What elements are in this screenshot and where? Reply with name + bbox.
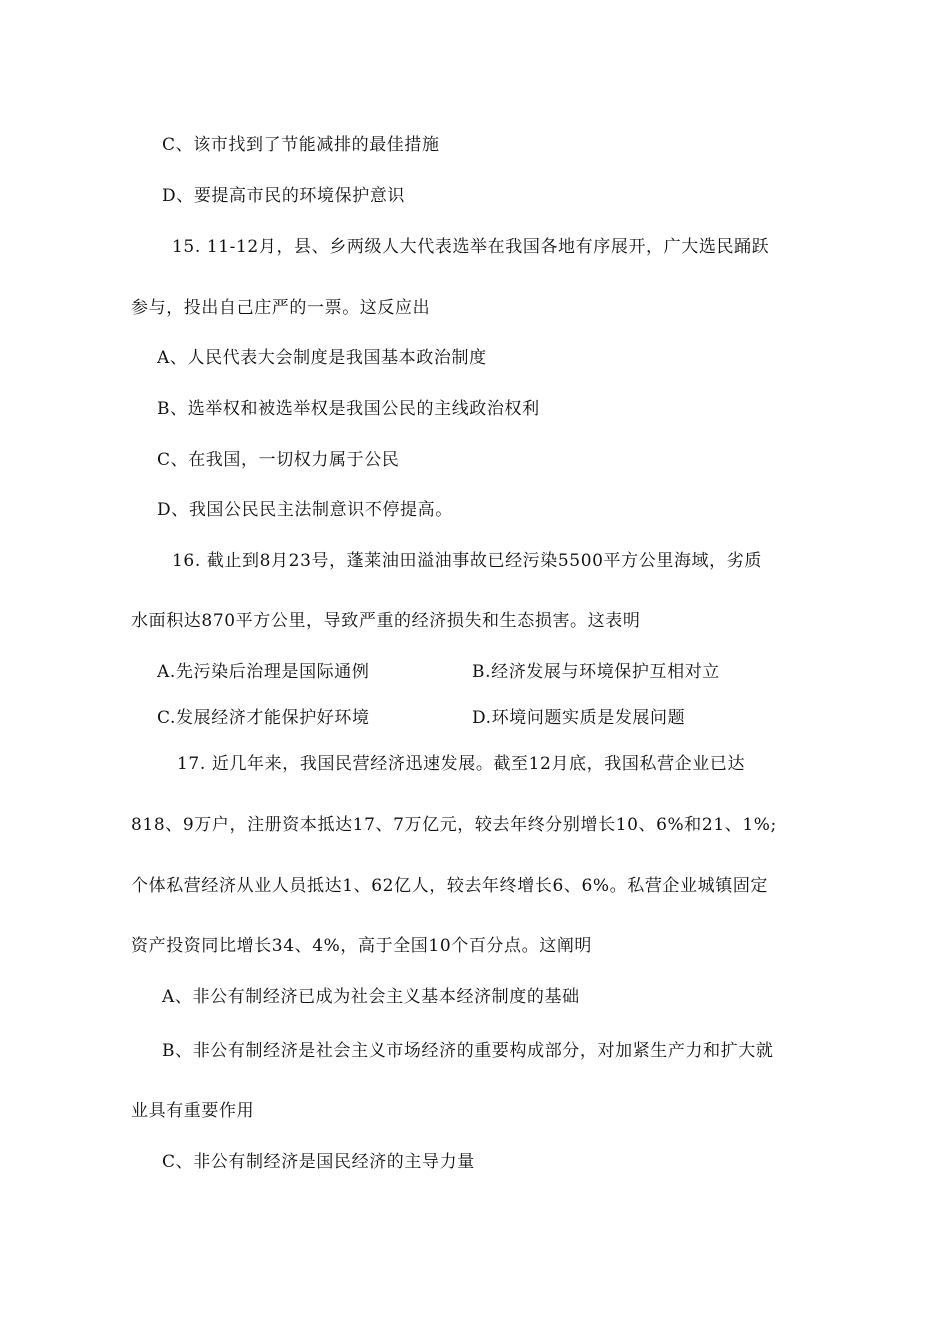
q14-option-c: C、该市找到了节能减排的最佳措施 bbox=[162, 135, 440, 155]
q15-option-b: B、选举权和被选举权是我国公民的主线政治权利 bbox=[157, 399, 540, 419]
q16-stem-line-2: 水面积达870平方公里，导致严重的经济损失和生态损害。这表明 bbox=[131, 611, 641, 631]
q14-option-d: D、要提高市民的环境保护意识 bbox=[162, 186, 406, 206]
q15-option-d: D、我国公民民主法制意识不停提高。 bbox=[157, 500, 453, 520]
q17-stem-line-1: 17. 近几年来，我国民营经济迅速发展。截至12月底，我国私营企业已达 bbox=[177, 754, 746, 774]
q17-option-a: A、非公有制经济已成为社会主义基本经济制度的基础 bbox=[162, 987, 580, 1007]
q17-option-b-line-1: B、非公有制经济是社会主义市场经济的重要构成部分，对加紧生产力和扩大就 bbox=[162, 1041, 774, 1061]
q16-option-c: C.发展经济才能保护好环境 bbox=[157, 708, 370, 728]
q16-option-b: B.经济发展与环境保护互相对立 bbox=[472, 662, 720, 682]
q17-option-c: C、非公有制经济是国民经济的主导力量 bbox=[162, 1152, 475, 1172]
q15-stem-line-2: 参与，投出自己庄严的一票。这反应出 bbox=[131, 298, 431, 318]
q17-stem-line-3: 个体私营经济从业人员抵达1、62亿人，较去年终增长6、6%。私营企业城镇固定 bbox=[131, 876, 769, 896]
q15-option-c: C、在我国，一切权力属于公民 bbox=[157, 450, 400, 470]
q16-stem-line-1: 16. 截止到8月23号，蓬莱油田溢油事故已经污染5500平方公里海域，劣质 bbox=[172, 551, 762, 571]
q17-option-b-line-2: 业具有重要作用 bbox=[131, 1101, 255, 1121]
q16-option-d: D.环境问题实质是发展问题 bbox=[472, 708, 686, 728]
q17-stem-line-2: 818、9万户，注册资本抵达17、7万亿元，较去年终分别增长10、6%和21、1%; bbox=[131, 815, 777, 835]
q15-option-a: A、人民代表大会制度是我国基本政治制度 bbox=[157, 348, 487, 368]
q17-stem-line-4: 资产投资同比增长34、4%，高于全国10个百分点。这阐明 bbox=[131, 936, 593, 956]
q15-stem-line-1: 15. 11-12月，县、乡两级人大代表选举在我国各地有序展开，广大选民踊跃 bbox=[172, 237, 770, 257]
q16-option-a: A.先污染后治理是国际通例 bbox=[157, 662, 370, 682]
